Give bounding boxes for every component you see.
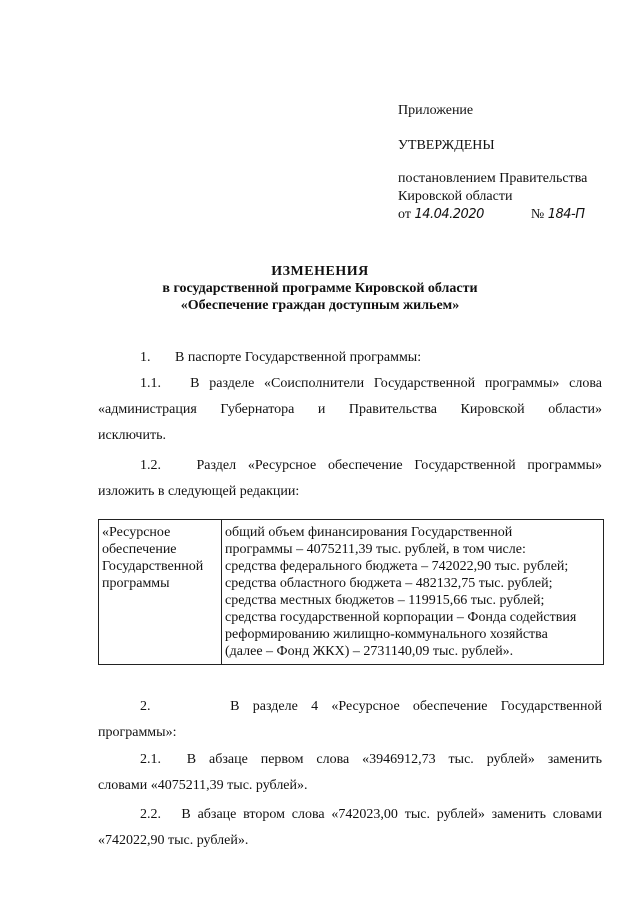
title-line-1: ИЗМЕНЕНИЯ [271,264,369,279]
item-2-1 [98,747,602,799]
item-1-text: 1. В паспорте Государственной программы: [140,350,422,365]
item-1-1-line-2: «администрация Губернатора и Правительства Кировской области» [98,402,602,417]
right-line: реформированию жилищно-коммунального хозяйства [225,627,548,642]
right-line: средства местных бюджетов – 119915,66 тыс. рублей; [225,593,545,608]
item-2-1-line-2: словами «4075211,39 тыс. рублей». [98,778,308,793]
decree-line-1: постановлением Правительства [398,171,588,186]
date-value: 14.04.2020 [414,207,484,222]
item-2-line-2: программы»: [98,725,177,740]
left-line: обеспечение [102,542,177,557]
right-line: (далее – Фонд ЖКХ) – 2731140,09 тыс. рублей». [225,644,514,659]
item-1-2-line-1: 1.2. Раздел «Ресурсное обеспечение Государственной программы» [140,458,602,473]
number-value: 184-П [547,207,585,222]
item-1-2-line-2: изложить в следующей редакции: [98,484,300,499]
item-1 [98,345,602,371]
right-line: средства областного бюджета – 482132,75 тыс. рублей; [225,576,553,591]
decree-date-line [398,206,585,223]
table-row [99,520,604,665]
left-line: «Ресурсное [102,525,171,540]
table-left-cell [99,520,222,665]
item-1-1-line-1: 1.1. В разделе «Соисполнители Государственной программы» слова [140,376,602,391]
right-line: средства государственной корпорации – Фонда содействия [225,610,577,625]
resource-table [98,519,604,665]
date-prefix: от [398,207,411,222]
item-2-2-line-1: 2.2. В абзаце втором слова «742023,00 тыс. рублей» заменить словами [140,807,602,822]
appendix-label: Приложение [398,103,474,118]
right-line: средства федерального бюджета – 742022,90 тыс. рублей; [225,559,569,574]
table-right-cell [222,520,604,665]
title-line-3: «Обеспечение граждан доступным жильем» [180,298,460,313]
decree-line-2: Кировской области [398,189,513,204]
left-line: Государственной [102,559,204,574]
item-1-1 [98,371,602,449]
item-2-line-1: 2. В разделе 4 «Ресурсное обеспечение Государственной [140,699,602,714]
title-line-2: в государственной программе Кировской области [162,281,478,296]
left-line: программы [102,576,170,591]
right-line: общий объем финансирования Государственной [225,525,513,540]
item-1-1-line-3: исключить. [98,428,166,443]
item-2-2-line-2: «742022,90 тыс. рублей». [98,833,249,848]
item-2-2 [98,802,602,854]
item-1-2 [98,453,602,505]
number-prefix: № [530,207,545,222]
item-2-1-line-1: 2.1. В абзаце первом слова «3946912,73 тыс. рублей» заменить [140,752,602,767]
approved-label: УТВЕРЖДЕНЫ [398,138,495,153]
right-line: программы – 4075211,39 тыс. рублей, в том числе: [225,542,526,557]
document-title [0,263,640,314]
item-2 [98,694,602,746]
